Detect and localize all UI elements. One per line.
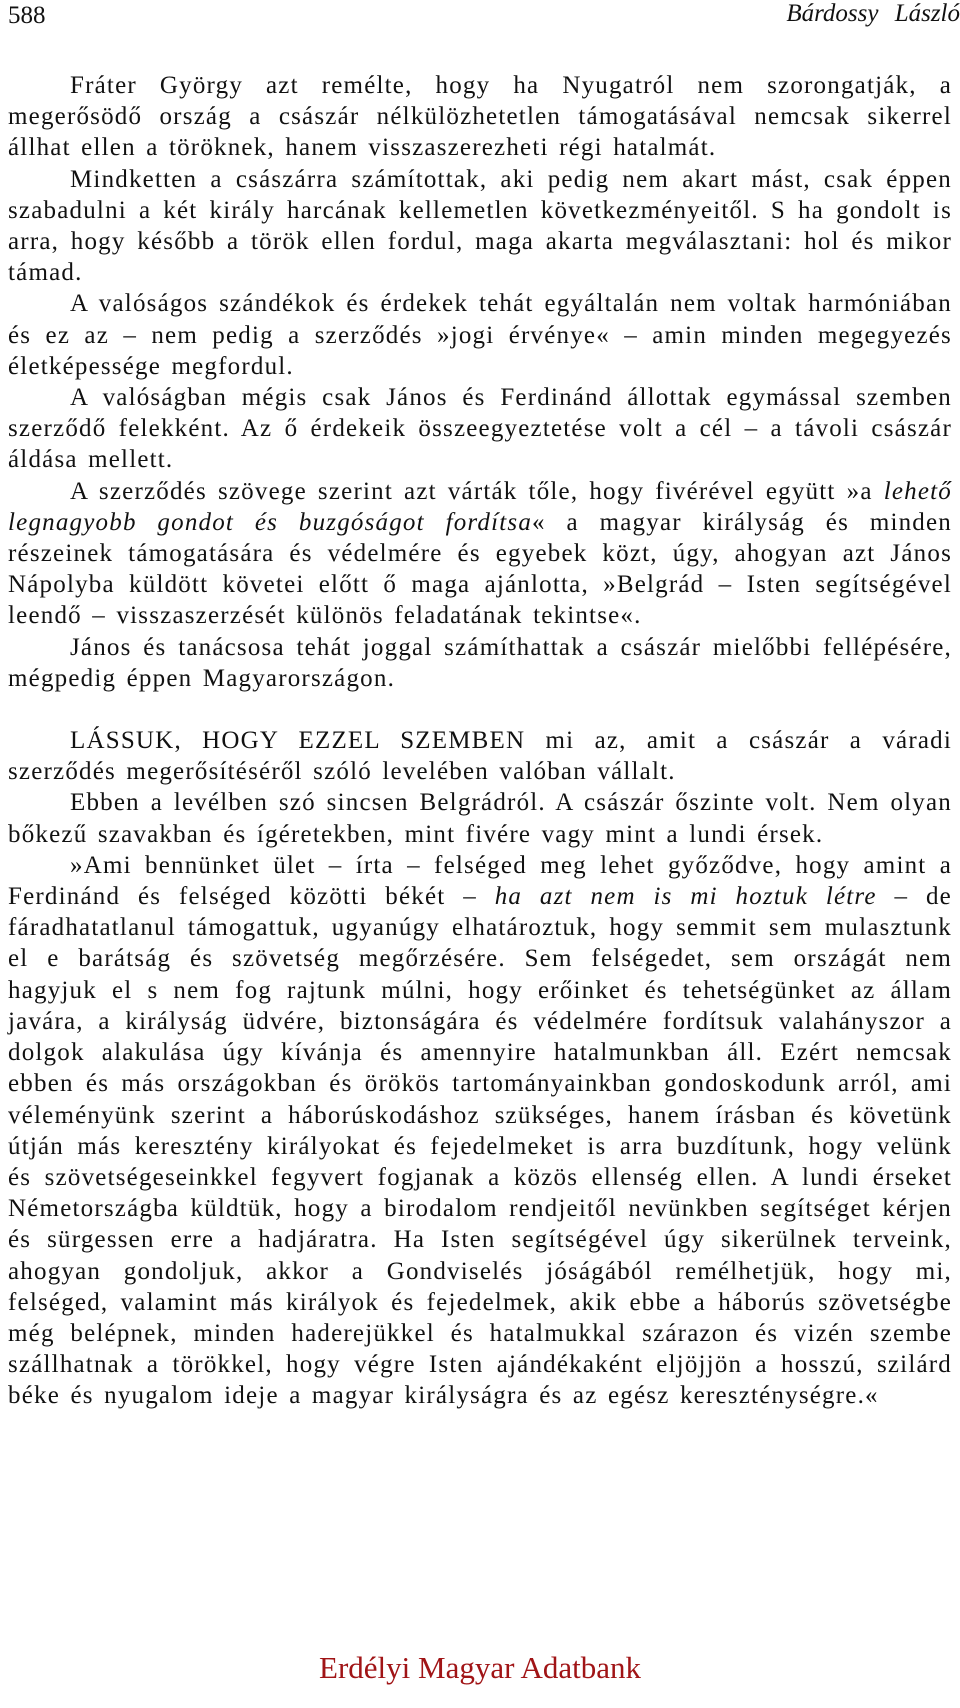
paragraph-text: A szerződés szövege szerint azt várták tőle, hogy fivérével együtt »a [70,477,884,505]
paragraph-text: « a magyar királyság és minden részeinek támogatására és védelmére és egyebek közt, úgy, ahogyan azt János Nápolyba küldött követei előtt ő maga ajánlotta, »Belgrád – Isten segítségével leendő – visszaszerzését különös feladatának tekintse«. [8,508,953,630]
paragraph: A valóságos szándékok és érdekek tehát egyáltalán nem voltak harmóniában és ez az – nem pedig a szerződés »jogi érvénye« – amin minden megegyezés életképessége megfordul. [8,290,952,380]
body-text [8,70,952,1412]
paragraph [8,476,952,632]
paragraph-text: – de fáradhatatlanul támogattuk, ugyanúgy elhatároztuk, hogy semmit sem mulasztunk el e barátság és szövetség megőrzésére. Sem felségedet, sem országát nem hagyjuk el s nem fog rajtunk múlni, hogy erőinket és tehetségünket az állam javára, a királyság üdvére, biztonságára és védelmére fordítsuk valahányszor a dolgok alakulása úgy kívánja és amennyire hatalmunkban áll. Ezért nemcsak ebben és más országokban és örökös tartományainkban gondoskodunk arról, ami véleményünk szerint a háborúskodáshoz szükséges, hanem írásban és követünk útján más keresztény királyokat és fejedelmeket is arra buzdítunk, hogy velünk és szövetségeseinkkel fegyvert fogjanak a közös ellenség ellen. A lundi érseket Németországba küldtük, hogy a birodalom rendjeitől nevünkben segítséget kérjen és sürgessen erre a hadjáratra. Ha Isten segítségével úgy sikerülnek terveink, ahogyan gondoljuk, akkor a Gondviselés jóságából remélhetjük, hogy mi, felséged, valamint más királyok és fejedelmek, akik ebbe a háborús szövetségbe még belépnek, minden haderejükkel és hatalmukkal szárazon és vizén szembe szállhatnak a törökkel, hogy végre Isten ajándékaként eljöjjön a hosszú, szilárd béke és nyugalom ideje a magyar királyságra és az egész kereszténységre.« [8,883,952,1410]
quoted-emphasis: lehető legnagyobb gondot és buzgóságot fordítsa [8,477,952,536]
page-number: 588 [8,2,46,29]
paragraph: Ebben a levélben szó sincsen Belgrádról. A császár őszinte volt. Nem olyan bőkezű szavakban és ígéretekben, mint fivére vagy mint a lundi érsek. [8,789,952,848]
paragraph-text: »Ami bennünket ület – írta – felséged meg lehet győződve, hogy amint a Ferdinánd és felséged közötti békét – [8,851,952,911]
paragraph: Mindketten a császárra számítottak, aki pedig nem akart mást, csak éppen szabadulni a két király harcának kellemetlen következményeitől. S ha gondolt is arra, hogy később a török ellen fordul, maga akarta megválasztani: hol és mikor támad. [8,165,952,287]
paragraph [8,850,952,1412]
section-opening-paragraph: LÁSSUK, HOGY EZZEL SZEMBEN mi az, amit a császár a váradi szerződés megerősítéséről szóló levelében valóban vállalt. [8,727,952,786]
quoted-emphasis: ha azt nem is mi hoztuk létre [494,883,877,911]
running-head: Bárdossy László [786,0,960,27]
paragraph: A valóságban mégis csak János és Ferdinánd állottak egymással szemben szerződő felekként. Az ő érdekeik összeegyeztetése volt a cél – a távoli császár áldása mellett. [8,384,952,474]
paragraph: János és tanácsosa tehát joggal számíthattak a császár mielőbbi fellépésére, mégpedig éppen Magyarországon. [8,633,952,692]
footer-watermark: Erdélyi Magyar Adatbank [319,1650,641,1685]
paragraph: Fráter György azt remélte, hogy ha Nyugatról nem szorongatják, a megerősödő ország a császár nélkülözhetetlen támogatásával nemcsak sikerrel állhat ellen a töröknek, hanem visszaszerezheti régi hatalmát. [8,72,952,162]
